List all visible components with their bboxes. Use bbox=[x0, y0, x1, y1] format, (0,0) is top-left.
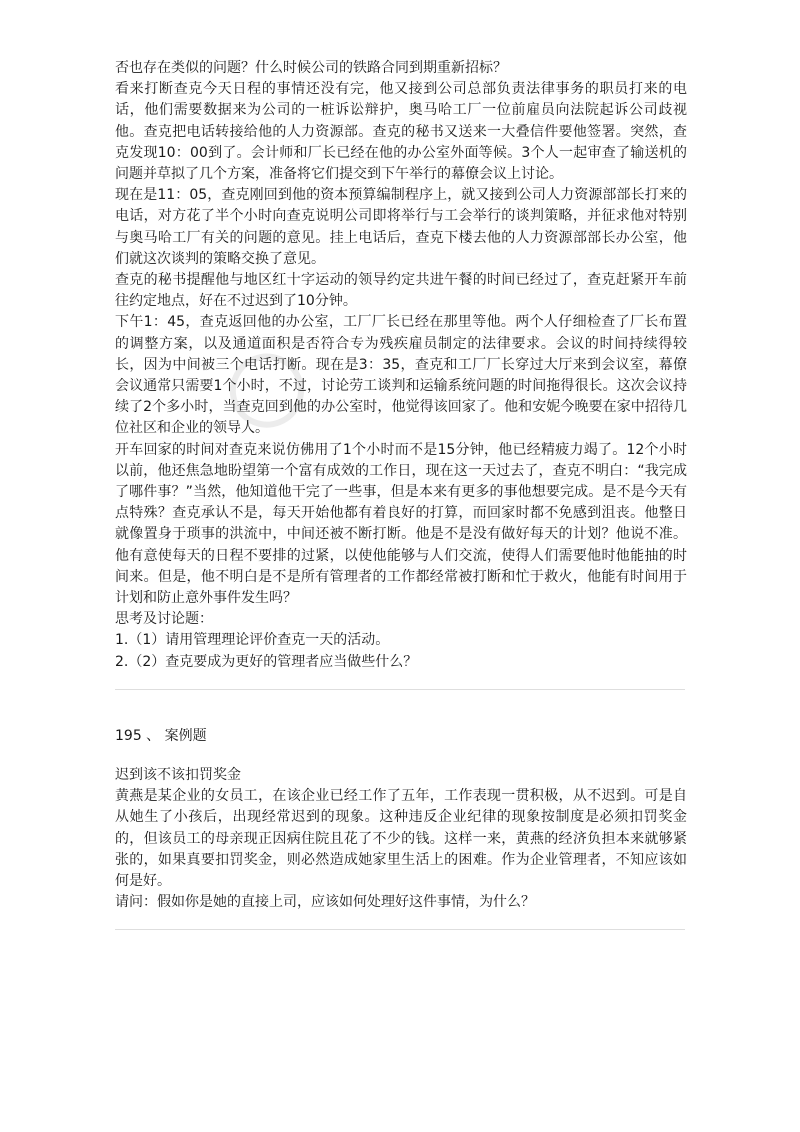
case-question: 请问：假如你是她的直接上司，应该如何处理好这件事情，为什么？ bbox=[115, 894, 535, 911]
paragraph: 看来打断查克今天日程的事情还没有完，他又接到公司总部负责法律事务的职员打来的电话，他们需要数据来为公司的一桩诉讼辩护，奥马哈工厂一位前雇员向法院起诉公司歧视他。查克把电话转接给他的人力资源部。查克的秘书又送来一大叠信件要他签署。突然，查克发现10：00到了。会计师和厂长已经在他的办公室外面等候。3个人一起审查了输送机的问题并草拟了几个方案，准备将它们提交到下午举行的幕僚会议上讨论。 bbox=[115, 81, 687, 183]
paragraph: 否也存在类似的问题？什么时候公司的铁路合同到期重新招标？ bbox=[115, 60, 507, 76]
discussion-question: 2.（2）查克要成为更好的管理者应当做些什么？ bbox=[115, 653, 418, 670]
case-body: 黄燕是某企业的女员工，在该企业已经工作了五年，工作表现一贯积极，从不迟到。可是自从她生了小孩后，出现经常迟到的现象。这种违反企业纪律的现象按制度是必须扣罚奖金的，但该员工的母亲现正因病住院且花了不少的钱。这样一来，黄燕的经济负担本来就够紧张的，如果真要扣罚奖金，则必然造成她家里生活上的困难。作为企业管理者，不知应该如何是好。 bbox=[115, 788, 687, 889]
case-title: 迟到该不该扣罚奖金 bbox=[115, 766, 241, 783]
paragraph: 下午1：45，查克返回他的办公室，工厂厂长已经在那里等他。两个人仔细检查了厂长布置的调整方案，以及通道面积是否符合专为残疾雇员制定的法律要求。会议的时间持续得较长，因为中间被三个电话打断。现在是3：35，查克和工厂厂长穿过大厅来到会议室，幕僚会议通常只需要1个小时，不过，讨论劳工谈判和运输系统问题的时间拖得很长。这次会议持续了2个多小时，当查克回到他的办公室时，他觉得该回家了。他和安妮今晚要在家中招待几位社区和企业的领导人。 bbox=[115, 314, 687, 437]
discussion-question: 1.（1）请用管理理论评价查克一天的活动。 bbox=[115, 632, 390, 649]
case-number-heading: 195 、 案例题 bbox=[115, 727, 207, 744]
paragraph: 开车回家的时间对查克来说仿佛用了1个小时而不是15分钟，他已经精疲力竭了。12个小时以前，他还焦急地盼望第一个富有成效的工作日，现在这一天过去了，查克不明白：“我完成了哪件事？”当然，他知道他干完了一些事，但是本来有更多的事他想要完成。是不是今天有点特殊？查克承认不是，每天开始他都有着良好的打算，而回家时都不免感到沮丧。他整日就像置身于琐事的洪流中，中间还被不断打断。他是不是没有做好每天的计划？他说不准。他有意使每天的日程不要排的过紧，以使他能够与人们交流，使得人们需要他时他能抽的时间来。但是，他不明白是不是所有管理者的工作都经常被打断和忙于救火，他能有时间用于计划和防止意外事件发生吗？ bbox=[115, 441, 687, 607]
paragraph: 查克的秘书提醒他与地区红十字运动的领导约定共进午餐的时间已经过了，查克赶紧开车前往约定地点，好在不过迟到了10分钟。 bbox=[115, 272, 687, 310]
section-divider bbox=[115, 929, 685, 930]
discussion-heading: 思考及讨论题： bbox=[115, 611, 213, 628]
document-page bbox=[115, 58, 687, 930]
paragraph: 现在是11：05，查克刚回到他的资本预算编制程序上，就又接到公司人力资源部部长打来的电话，对方花了半个小时向查克说明公司即将举行与工会举行的谈判策略，并征求他对特别与奥马哈工厂有关的问题的意见。挂上电话后，查克下楼去他的人力资源部部长办公室，他们就这次谈判的策略交换了意见。 bbox=[115, 187, 687, 267]
